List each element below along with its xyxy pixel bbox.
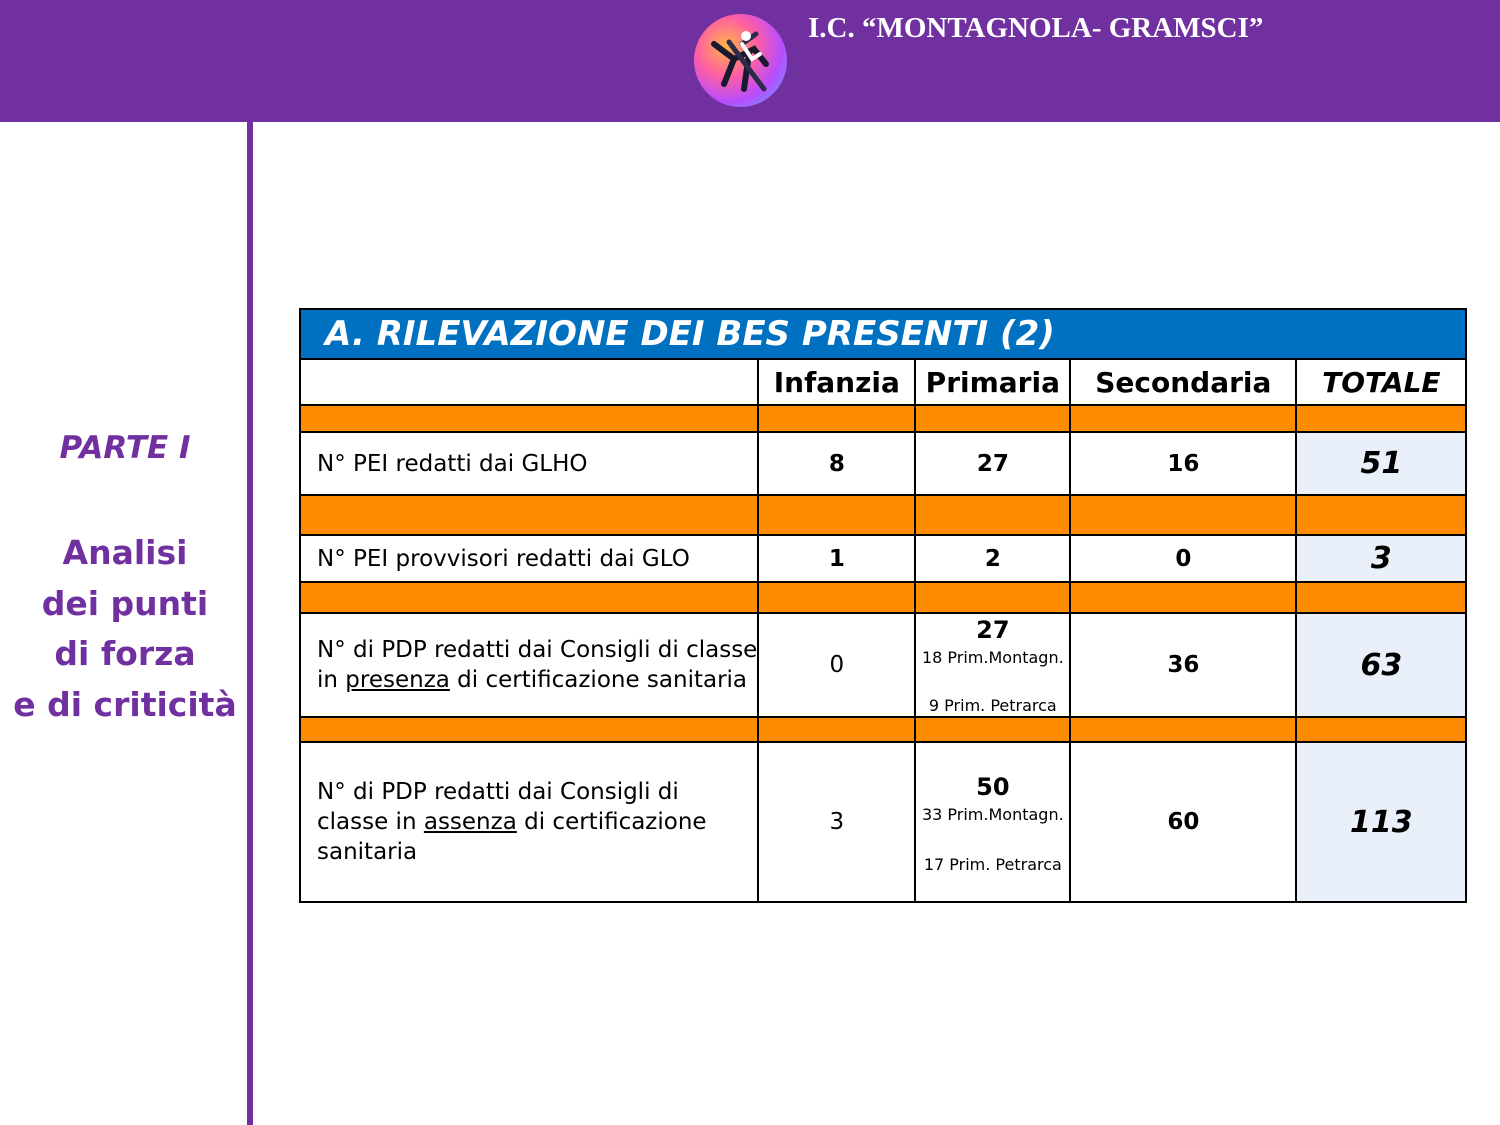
cell-infanzia: 0 — [758, 613, 915, 717]
cell-primaria: 27 — [915, 432, 1070, 495]
row-label — [300, 742, 758, 902]
row-label: N° PEI redatti dai GLHO — [300, 432, 758, 495]
primaria-detail: 9 Prim. Petrarca — [928, 696, 1057, 715]
cell-totale: 3 — [1296, 535, 1466, 582]
row-label-line: sanitaria — [317, 839, 418, 865]
label-text: di certificazione — [516, 809, 707, 835]
cell-secondaria: 16 — [1070, 432, 1296, 495]
cell-totale: 113 — [1296, 742, 1466, 902]
primaria-total: 27 — [976, 616, 1010, 644]
label-text: in — [317, 667, 346, 693]
label-text: classe in — [317, 809, 424, 835]
table-title-row — [300, 309, 1466, 359]
primaria-detail: 17 Prim. Petrarca — [923, 855, 1062, 874]
label-underlined: assenza — [423, 809, 517, 835]
cell-infanzia: 1 — [758, 535, 915, 582]
logo-figures-icon — [694, 14, 787, 107]
cell-secondaria: 60 — [1070, 742, 1296, 902]
column-header-secondaria: Secondaria — [1070, 359, 1296, 405]
column-header-primaria: Primaria — [915, 359, 1070, 405]
separator-row — [300, 717, 1466, 742]
row-label: N° PEI provvisori redatti dai GLO — [300, 535, 758, 582]
table-row — [300, 432, 1466, 495]
primaria-detail: 18 Prim.Montagn. — [921, 648, 1064, 667]
row-label-line: N° di PDP redatti dai Consigli di classe — [317, 637, 758, 663]
column-header-totale: TOTALE — [1296, 359, 1466, 405]
table-header-row — [300, 359, 1466, 405]
separator-row — [300, 495, 1466, 535]
row-label-line — [317, 665, 757, 695]
primaria-detail: 33 Prim.Montagn. — [921, 805, 1064, 824]
cell-totale: 51 — [1296, 432, 1466, 495]
subtitle-line: Analisi — [62, 533, 188, 572]
table-row — [300, 535, 1466, 582]
school-name: I.C. “MONTAGNOLA- GRAMSCI” — [808, 12, 1264, 44]
header-bar — [0, 0, 1500, 122]
subtitle-line: dei punti — [41, 583, 209, 623]
cell-infanzia: 8 — [758, 432, 915, 495]
table-row — [300, 613, 1466, 717]
row-label — [300, 613, 758, 717]
column-header — [300, 359, 758, 405]
cell-infanzia: 3 — [758, 742, 915, 902]
primaria-total: 50 — [976, 773, 1010, 801]
cell-primaria: 2 — [915, 535, 1070, 582]
section-subtitle — [0, 528, 250, 730]
subtitle-line: di forza — [54, 634, 196, 673]
part-label: PARTE I — [59, 430, 191, 466]
table-title: A. RILEVAZIONE DEI BES PRESENTI (2) — [300, 309, 1466, 359]
subtitle-line: e di criticità — [13, 684, 237, 724]
bes-table — [299, 308, 1467, 903]
separator-row — [300, 405, 1466, 432]
label-text: di certificazione sanitaria — [449, 667, 748, 693]
cell-primaria — [915, 613, 1070, 717]
separator-row — [300, 582, 1466, 613]
row-label-line — [317, 807, 757, 837]
cell-secondaria: 36 — [1070, 613, 1296, 717]
cell-primaria — [915, 742, 1070, 902]
table-row — [300, 742, 1466, 902]
label-underlined: presenza — [345, 667, 450, 693]
school-logo-icon — [694, 14, 787, 107]
column-header-infanzia: Infanzia — [758, 359, 915, 405]
row-label-line: N° di PDP redatti dai Consigli di — [317, 779, 679, 805]
cell-secondaria: 0 — [1070, 535, 1296, 582]
cell-totale: 63 — [1296, 613, 1466, 717]
